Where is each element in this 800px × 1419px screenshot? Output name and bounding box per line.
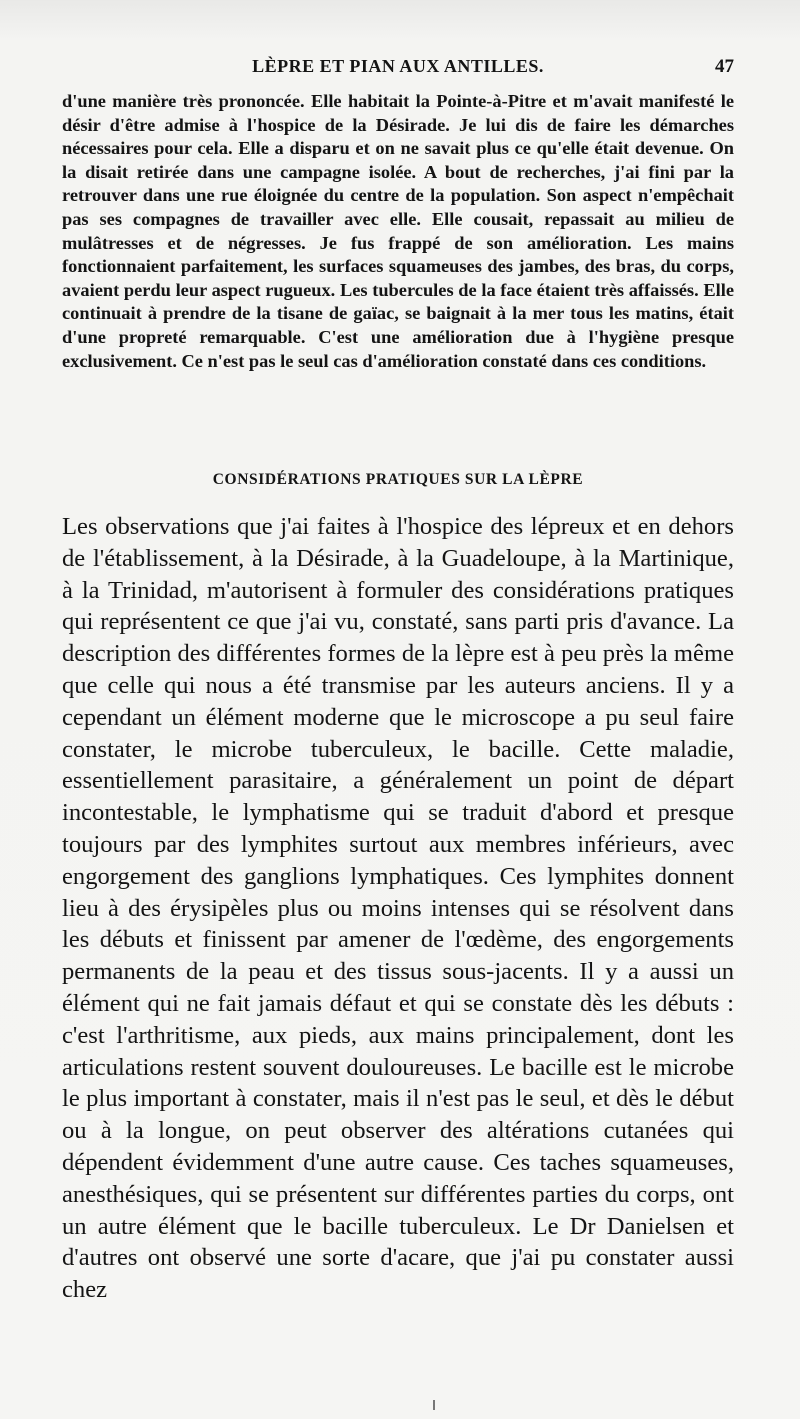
scan-artifact-mark (433, 1400, 435, 1410)
page-header (62, 56, 734, 82)
section-heading: CONSIDÉRATIONS PRATIQUES SUR LA LÈPRE (212, 471, 584, 488)
running-title: LÈPRE ET PIAN AUX ANTILLES. (252, 56, 544, 76)
paragraph-considerations: Les observations que j'ai faites à l'hospice des lépreux et en dehors de l'établissement, à la Désirade, à la Guadeloupe, à la Martinique, à la Trinidad, m'autorisent à formuler des considérations pratiques qui représentent ce que j'ai vu, constaté, sans parti pris d'avance. La description des différentes formes de la lèpre est à peu près la même que celle qui nous a été transmise par les auteurs anciens. Il y a cependant un élément moderne que le microscope a pu seul faire constater, le microbe tuberculeux, le bacille. Cette maladie, essentiellement parasitaire, a généralement un point de départ incontestable, le lymphatisme qui se traduit d'abord et presque toujours par des lymphites surtout aux membres inférieurs, avec engorgement des ganglions lymphatiques. Ces lymphites donnent lieu à des érysipèles plus ou moins intenses qui se résolvent dans les débuts et finissent par amener de l'œdème, des engorgements permanents de la peau et des tissus sous-jacents. Il y a aussi un élément qui ne fait jamais défaut et qui se constate dès les débuts : c'est l'arthritisme, aux pieds, aux mains principalement, dont les articulations restent souvent douloureuses. Le bacille est le microbe le plus important à constater, mais il n'est pas le seul, et dès le début ou à la longue, on peut observer des altérations cutanées qui dépendent évidemment d'une autre cause. Ces taches squameuses, anesthésiques, qui se présentent sur différentes parties du corps, ont un autre élément que le bacille tuberculeux. Le Dr Danielsen et d'autres ont observé une sorte d'acare, que j'ai pu constater aussi chez (62, 513, 734, 1304)
page-number: 47 (715, 56, 734, 77)
paragraph-case-report: d'une manière très prononcée. Elle habitait la Pointe-à-Pitre et m'avait manifesté le désir d'être admise à l'hospice de la Désirade. Je lui dis de faire les démarches nécessaires pour cela. Elle a disparu et on ne savait plus ce qu'elle était devenue. On la disait retirée dans une campagne isolée. A bout de recherches, j'ai fini par la retrouver dans une rue éloignée du centre de la population. Son aspect n'empêchait pas ses compagnes de travailler avec elle. Elle cousait, repassait au milieu de mulâtresses et de négresses. Je fus frappé de son amélioration. Les mains fonctionnaient parfaitement, les surfaces squameuses des jambes, des bras, du corps, avaient perdu leur aspect rugueux. Les tubercules de la face étaient très affaissés. Elle continuait à prendre de la tisane de gaïac, se baignait à la mer tous les matins, était d'une propreté remarquable. C'est une amélioration due à l'hygiène presque exclusivement. Ce n'est pas le seul cas d'amélioration constaté dans ces conditions. (62, 91, 734, 371)
